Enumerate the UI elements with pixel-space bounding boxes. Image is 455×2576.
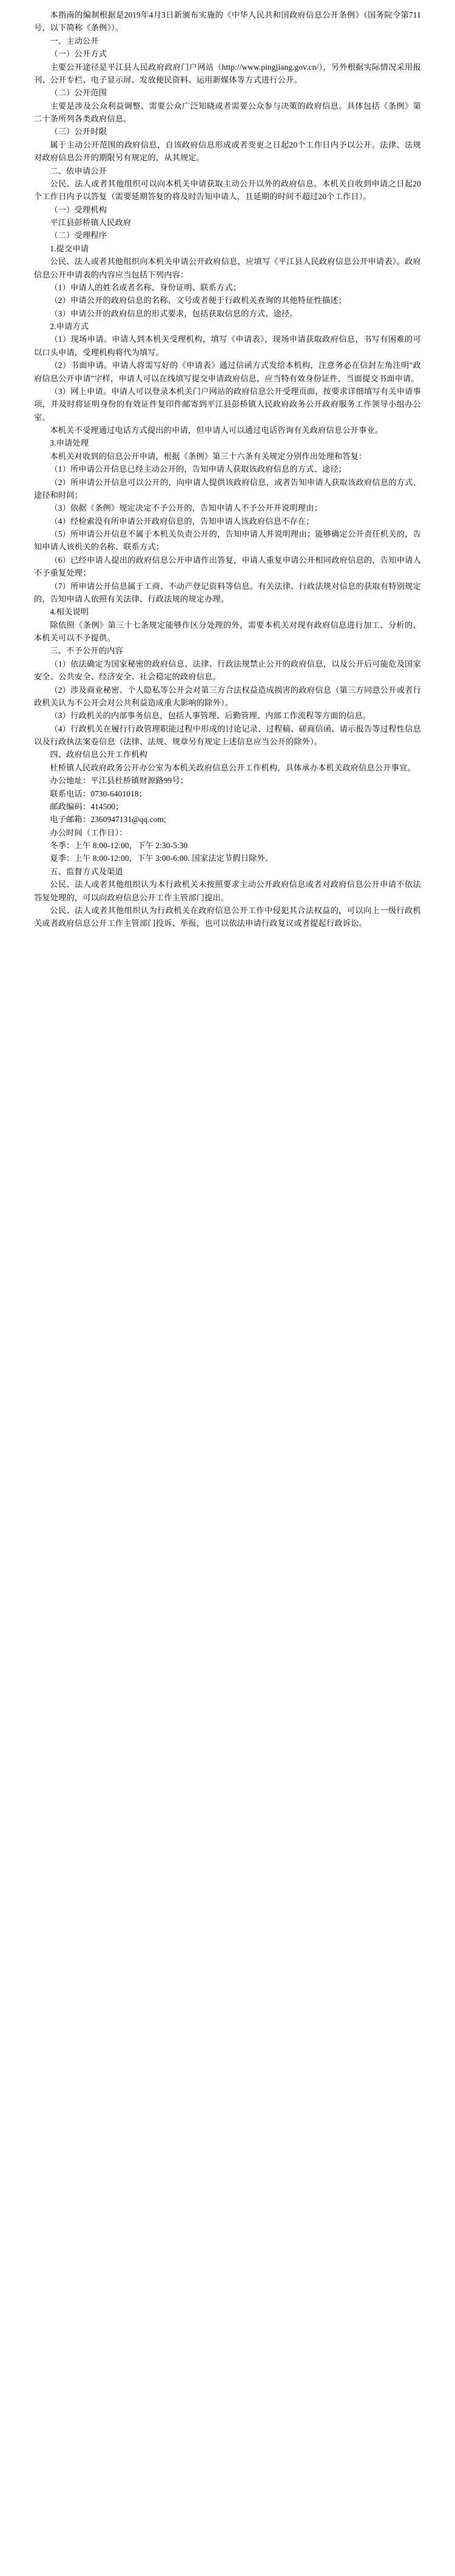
paragraph: 公民、法人或者其他组织认为本行政机关未按照要求主动公开政府信息或者对政府信息公开申请不依法答复处理的，可以向政府信息公开工作主管部门提出。 xyxy=(34,880,421,902)
paragraph: 公民、法人或者其他组织认为行政机关在政府信息公开工作中侵犯其合法权益的，可以向上一级行政机关或者政府信息公开工作主管部门投诉、举报，也可以依法申请行政复议或者提起行政诉讼。 xyxy=(34,905,421,928)
paragraph: 一、主动公开 xyxy=(50,36,99,46)
paragraph: （6）已经申请人提出的政府信息公开申请作出答复，申请人重复申请公开相同政府信息的，告知申请人不予重复处理； xyxy=(34,555,421,578)
paragraph: （3）行政机关的内部事务信息，包括人事管理、后勤管理、内部工作流程等方面的信息。 xyxy=(50,711,371,721)
paragraph: 杜桥镇人民政府政务公开办公室为本机关政府信息公开工作机构，具体承办本机关政府信息公开事宜。 xyxy=(50,763,416,772)
paragraph: 邮政编码：414500； xyxy=(50,801,124,811)
paragraph: 属于主动公开范围的政府信息，自该政府信息形成或者变更之日起20个工作日内予以公开。法律、法规对政府信息公开的期限另有规定的，从其规定。 xyxy=(34,140,421,163)
paragraph: 联系电话：0730-6401018； xyxy=(50,789,147,798)
paragraph: 平江县彭桥镇人民政府 xyxy=(50,218,132,227)
paragraph: （3）依据《条例》规定决定不予公开的，告知申请人不予公开并说明理由； xyxy=(50,503,322,513)
paragraph: 公民、法人或者其他组织可以向本机关申请获取主动公开以外的政府信息。本机关自收到申请之日起20个工作日内予以答复（需要延期答复的将及时告知申请人，且延期的时间不超过20个工作日）。 xyxy=(34,178,421,202)
paragraph: （3）网上申请。申请人可以登录本机关门户网站的政府信息公开受理页面，按要求详细填写有关申请事项，并及时将证明身份的有效证件复印件邮寄到平江县彭桥镇人民政府政务公开政府服务工作领导小组办公室。 xyxy=(34,386,421,422)
paragraph: 1.提交申请 xyxy=(50,243,89,253)
paragraph: 办公地址：平江县杜桥镇财源路99号； xyxy=(50,776,189,786)
paragraph: （一）受理机构 xyxy=(50,205,107,214)
paragraph: 主要是涉及公众利益调整、需要公众广泛知晓或者需要公众参与决策的政府信息。具体包括《条例》第二十条所列各类政府信息。 xyxy=(34,101,421,123)
document-page xyxy=(0,0,455,948)
paragraph: （1）依法确定为国家秘密的政府信息、法律、行政法规禁止公开的政府信息，以及公开后可能危及国家安全、公共安全、经济安全、社会稳定的政府信息。 xyxy=(34,659,421,682)
paragraph: 电子邮箱：2360947131@qq.com; xyxy=(50,815,166,824)
paragraph: 办公时间（工作日）： xyxy=(50,828,127,837)
paragraph: 五、监督方式及渠道 xyxy=(50,866,123,876)
paragraph: （4）行政机关在履行行政管理职能过程中形成的讨论记录、过程稿、磋商信函、请示报告等过程性信息以及行政执法案卷信息（法律、法规、规章另有规定上述信息应当公开的除外）。 xyxy=(34,724,421,746)
paragraph: 本指南的编制根据是2019年4月3日新颁布实施的《中华人民共和国政府信息公开条例》（国务院令第711号，以下简称《条例》）。 xyxy=(34,10,421,33)
paragraph: 4.相关说明 xyxy=(50,607,89,617)
document-body xyxy=(34,8,421,930)
paragraph: （2）涉及商业秘密、个人隐私等公开会对第三方合法权益造成损害的政府信息（第三方同意公开或者行政机关认为不公开会对公共利益造成重大影响的除外）。 xyxy=(34,685,421,707)
paragraph: 冬季：上午 8:00-12:00，下午 2:30-5:30 xyxy=(50,841,188,850)
paragraph: 二、依申请公开 xyxy=(50,166,107,175)
paragraph: 公民、法人或者其他组织向本机关申请公开政府信息，应填写《平江县人民政府信息公开申请表》。政府信息公开申请表的内容应当包括下列内容： xyxy=(34,257,421,279)
paragraph: （5）所申请公开信息不属于本机关负责公开的，告知申请人并说明理由；能够确定公开责任机关的，告知申请人该机关的名称、联系方式； xyxy=(34,529,421,552)
paragraph: （7）所申请公开信息属于工商、不动产登记资料等信息。有关法律、行政法规对信息的获取有特别规定的，告知申请人依照有关法律、行政法规的规定办理。 xyxy=(34,581,421,603)
paragraph: 2.申请方式 xyxy=(50,322,89,331)
paragraph: 夏季：上午 8:00-12:00，下午 3:00-6:00. 国家法定节假日除外。 xyxy=(50,854,274,863)
paragraph: 本机关对收到的信息公开申请，根据《条例》第三十六条有关规定分别作出处理和答复： xyxy=(50,451,367,461)
paragraph: 除依照《条例》第三十七条规定能够作区分处理的外，需要本机关对现有政府信息进行加工、分析的，本机关可以不予提供。 xyxy=(34,620,421,642)
paragraph: （一）公开方式 xyxy=(50,49,107,59)
paragraph: （2）书面申请。申请人将需写好的《申请表》通过信函方式发给本机构，注意务必在信封左角注明"政府信息公开申请"字样，申请人可以在线填写提交申请政府信息，应当特有效身份证件，当面提交书面申请。 xyxy=(34,361,421,383)
paragraph: （4）经检索没有所申请公开政府信息的，告知申请人该政府信息不存在； xyxy=(50,516,314,526)
paragraph: （1）所申请公开信息已经主动公开的，告知申请人获取该政府信息的方式、途径； xyxy=(50,464,347,474)
paragraph: （3）申请公开的政府信息的形式要求，包括获取信息的方式、途径。 xyxy=(50,308,298,318)
paragraph: 本机关不受理通过电话方式提出的申请，但申请人可以通过电话咨询有关政府信息公开事业。 xyxy=(50,426,383,435)
paragraph: （二）受理程序 xyxy=(50,231,107,240)
paragraph: （2）申请公开的政府信息的名称、文号或者便于行政机关查询的其他特征性描述； xyxy=(50,296,347,305)
paragraph: 3.申请处理 xyxy=(50,438,89,448)
paragraph: （1）申请人的姓名或者名称、身份证明、联系方式； xyxy=(50,282,241,292)
paragraph: （三）公开时限 xyxy=(50,127,107,137)
paragraph: 主要公开途径是平江县人民政府政府门户网站（http://www.pingjiang.gov.cn/），另外根据实际情况采用报刊、公开专栏、电子显示屏、发放便民资料、运用新媒体等方式进行公开。 xyxy=(34,62,421,84)
paragraph: （1）现场申请。申请人到本机关受理机构，填写《申请表》，现场申请获取政府信息，书写有困难的可以口头申请，受理机构将代为填写。 xyxy=(34,335,421,357)
paragraph: （2）所申请公开信息可以公开的，向申请人提供该政府信息，或者告知申请人获取该政府信息的方式、途径和时间； xyxy=(34,477,421,500)
paragraph: 四、政府信息公开工作机构 xyxy=(50,750,148,760)
paragraph: 三、不予公开的内容 xyxy=(50,646,123,656)
paragraph: （二）公开范围 xyxy=(50,88,107,98)
